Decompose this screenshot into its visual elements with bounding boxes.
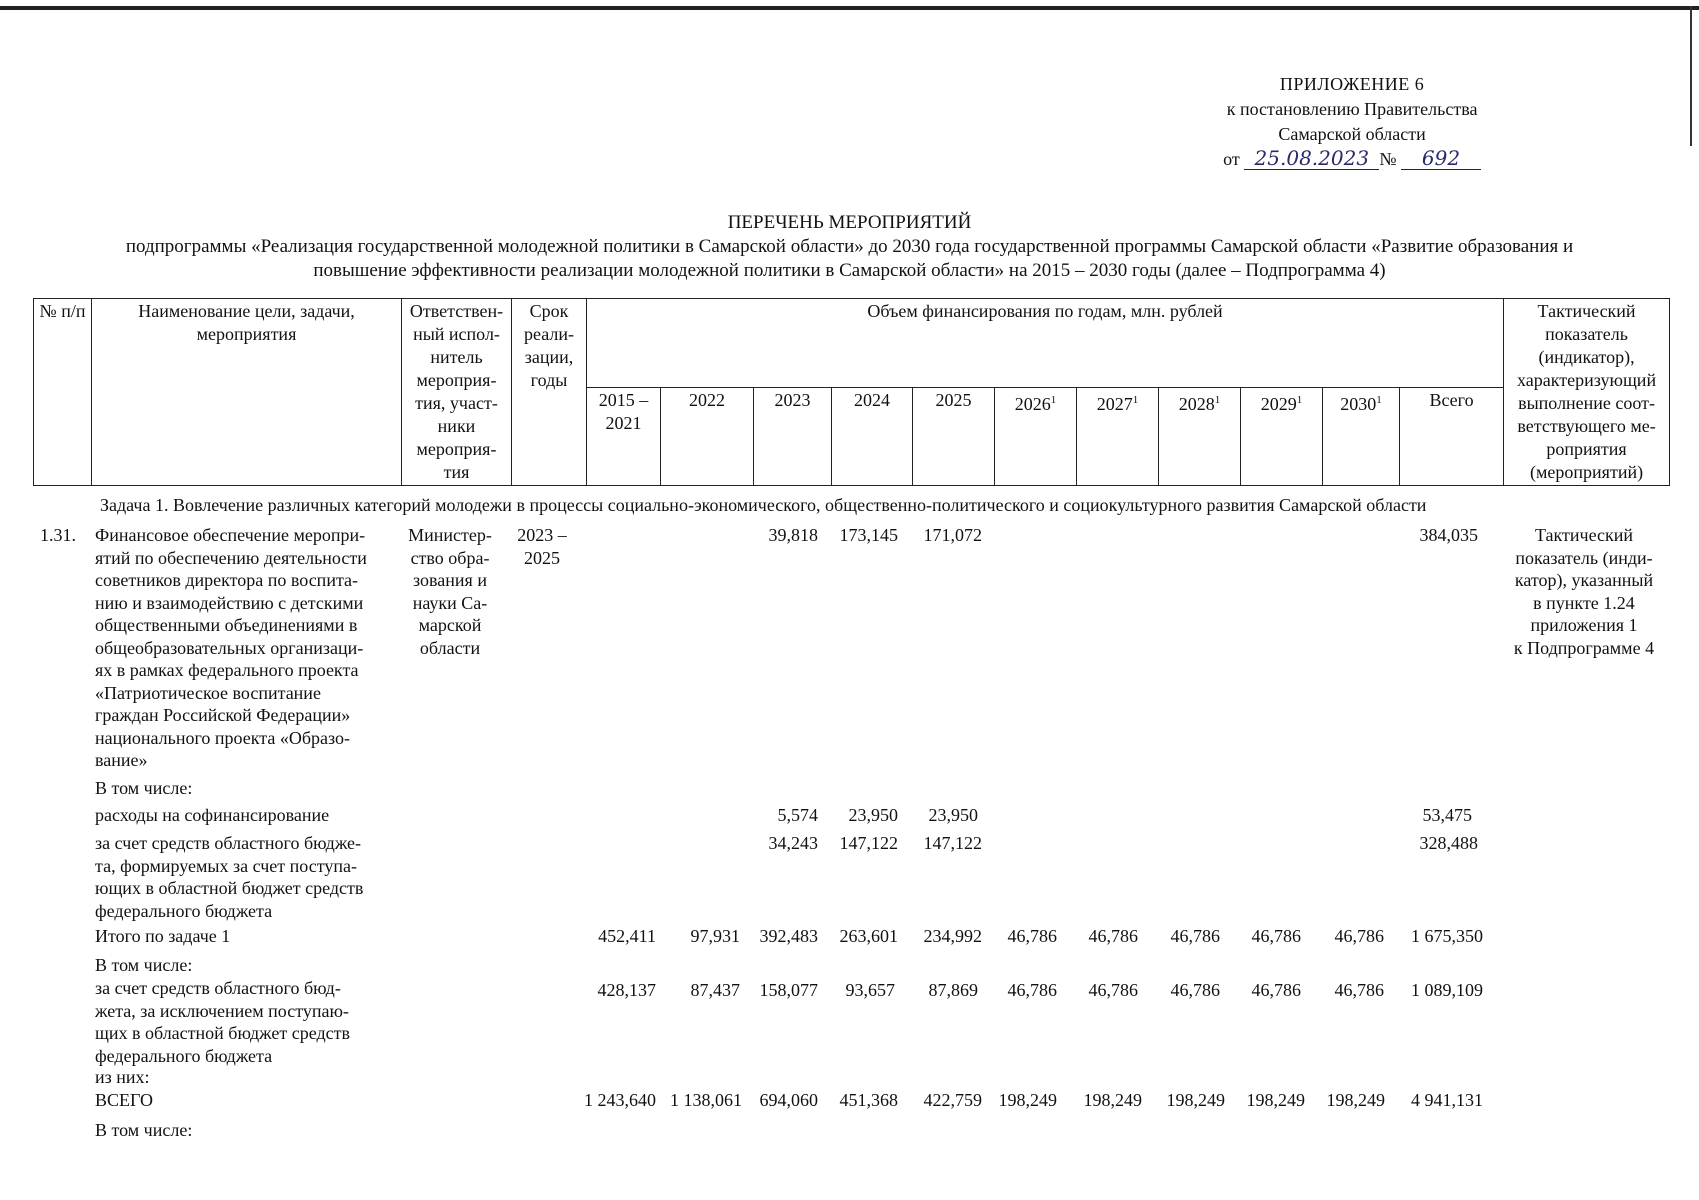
in-that-label-3: В том числе:	[95, 1120, 193, 1140]
regional-excl-2026: 46,786	[1007, 980, 1057, 1000]
regional-fed-2023: 34,243	[768, 833, 818, 853]
regional-excl-2029: 46,786	[1251, 980, 1301, 1000]
grand-2028: 198,249	[1166, 1090, 1225, 1110]
item-name: Финансовое обеспечение меропри- ятий по обеспечению деятельности советников директора по воспита- нию и взаимодействию с детскими общественными объединениями в общеобразовательных организаци- ях в рамках федерального проекта «Патриотическое воспитание граждан Российской Федерации» национального проекта «Образо- вание»	[95, 525, 367, 770]
grand-2025: 422,759	[923, 1090, 982, 1110]
year-2022: 2022	[661, 388, 754, 486]
cofin-2024: 23,950	[848, 805, 898, 825]
total-task-2015-2021: 452,411	[598, 926, 656, 946]
grand-2029: 198,249	[1246, 1090, 1305, 1110]
handwritten-date: 25.08.2023	[1244, 147, 1379, 170]
year-2015-2021: 2015 – 2021	[587, 388, 661, 486]
regional-excl-2022: 87,437	[690, 980, 740, 1000]
regional-excl-2027: 46,786	[1088, 980, 1138, 1000]
grand-2023: 694,060	[759, 1090, 818, 1110]
regional-excl-2023: 158,077	[759, 980, 818, 1000]
header-funding: Объем финансирования по годам, млн. рублей	[587, 299, 1504, 388]
document-title: ПЕРЕЧЕНЬ МЕРОПРИЯТИЙ	[727, 212, 972, 233]
total-task-2025: 234,992	[923, 926, 982, 946]
appendix-line3: Самарской области	[1278, 124, 1426, 144]
document-subtitle-line2: повышение эффективности реализации молодежной политики в Самарской области» на 2015 – 2030 годы (далее – Подпрограмма 4)	[313, 260, 1386, 281]
appendix-title: ПРИЛОЖЕНИЕ 6	[1279, 74, 1425, 94]
header-responsible: Ответствен-ный испол-нитель мероприя-тия, участ-ники мероприя-тия	[402, 299, 512, 486]
regional-excl-2030: 46,786	[1334, 980, 1384, 1000]
item-number: 1.31.	[40, 525, 76, 545]
handwritten-number: 692	[1401, 147, 1481, 170]
regional-fed-2024: 147,122	[839, 833, 898, 853]
header-num: № п/п	[34, 299, 92, 486]
regional-fed-total: 328,488	[1419, 833, 1478, 853]
regional-fed-2025: 147,122	[923, 833, 982, 853]
year-2028: 2028$^1$	[1159, 388, 1241, 486]
year-total: Всего	[1400, 388, 1504, 486]
year-2025: 2025	[913, 388, 995, 486]
grand-2024: 451,368	[839, 1090, 898, 1110]
regional-excl-total: 1 089,109	[1411, 980, 1483, 1000]
total-task-2024: 263,601	[839, 926, 898, 946]
regional-excl-2015-2021: 428,137	[597, 980, 656, 1000]
appendix-line2: к постановлению Правительства	[1226, 99, 1478, 119]
cofin-2025: 23,950	[928, 805, 978, 825]
date-prefix: от	[1223, 149, 1240, 169]
year-2027: 2027$^1$	[1077, 388, 1159, 486]
total-task-total: 1 675,350	[1411, 926, 1483, 946]
item-indicator: Тактический показатель (инди- катор), указанный в пункте 1.24 приложения 1 к Подпрограмме 4	[1513, 525, 1655, 658]
regional-fed-label: за счет средств областного бюдже- та, формируемых за счет поступа- ющих в областной бюджет средств федерального бюджета	[95, 833, 364, 921]
number-prefix: №	[1379, 149, 1397, 169]
task-heading: Задача 1. Вовлечение различных категорий молодежи в процессы социально-экономического, общественно-политического и социокультурного развития Самарской области	[100, 495, 1427, 515]
total-task-2029: 46,786	[1251, 926, 1301, 946]
regional-excl-2024: 93,657	[845, 980, 895, 1000]
header-name: Наименование цели, задачи, мероприятия	[92, 299, 402, 486]
year-2023: 2023	[754, 388, 832, 486]
cofin-label: расходы на софинансирование	[95, 805, 330, 825]
cofin-total: 53,475	[1422, 805, 1472, 825]
grand-2026: 198,249	[998, 1090, 1057, 1110]
grand-total-label: ВСЕГО	[95, 1090, 153, 1110]
total-task-2026: 46,786	[1007, 926, 1057, 946]
year-2030: 2030$^1$	[1323, 388, 1400, 486]
total-task-2022: 97,931	[690, 926, 740, 946]
regional-excl-label: за счет средств областного бюд- жета, за исключением поступаю- щих в областной бюджет средств федерального бюджета	[95, 978, 350, 1066]
grand-2027: 198,249	[1083, 1090, 1142, 1110]
of-them-label: из них:	[95, 1067, 150, 1087]
header-term: Срок реали-зации, годы	[512, 299, 587, 486]
year-2024: 2024	[832, 388, 913, 486]
item-2024: 173,145	[839, 525, 898, 545]
grand-2022: 1 138,061	[670, 1090, 742, 1110]
year-2026: 2026$^1$	[995, 388, 1077, 486]
item-term: 2023 – 2025	[517, 525, 567, 568]
total-task-2023: 392,483	[759, 926, 818, 946]
total-task-2028: 46,786	[1170, 926, 1220, 946]
in-that-label-2: В том числе:	[95, 955, 193, 975]
item-2023: 39,818	[768, 525, 818, 545]
grand-2015-2021: 1 243,640	[584, 1090, 656, 1110]
document-subtitle-line1: подпрограммы «Реализация государственной молодежной политики в Самарской области» до 2030 года государственной программы Самарской области «Развитие образования и	[125, 236, 1574, 257]
regional-excl-2025: 87,869	[928, 980, 978, 1000]
grand-total: 4 941,131	[1411, 1090, 1483, 1110]
item-2025: 171,072	[923, 525, 982, 545]
grand-2030: 198,249	[1326, 1090, 1385, 1110]
total-task-2027: 46,786	[1088, 926, 1138, 946]
item-responsible: Министер- ство обра- зования и науки Са- марской области	[408, 525, 492, 658]
cofin-2023: 5,574	[777, 805, 818, 825]
total-task-label: Итого по задаче 1	[95, 926, 231, 946]
total-task-2030: 46,786	[1334, 926, 1384, 946]
header-indicator: Тактический показатель (индикатор), характеризующий выполнение соот-ветствующего ме-роприятия (мероприятий)	[1504, 299, 1670, 486]
in-that-label: В том числе:	[95, 778, 193, 798]
item-total: 384,035	[1419, 525, 1478, 545]
year-2029: 2029$^1$	[1241, 388, 1323, 486]
regional-excl-2028: 46,786	[1170, 980, 1220, 1000]
